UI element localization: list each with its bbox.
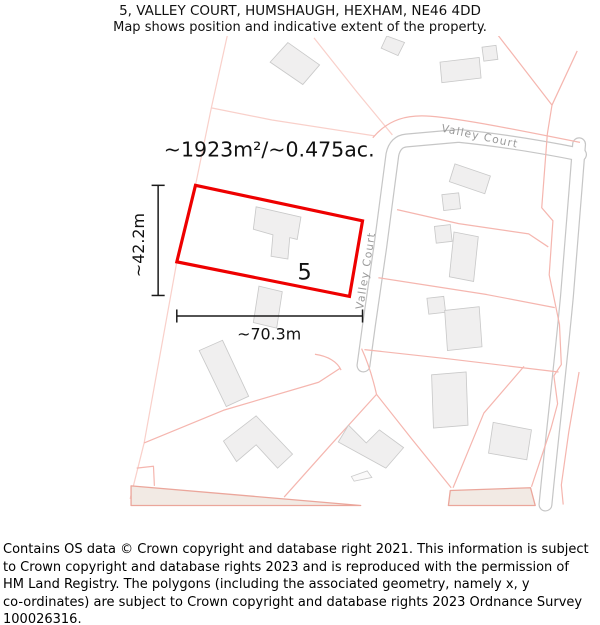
road-name-label-vertical: Valley Court (353, 230, 379, 311)
building-footprint (199, 340, 248, 406)
building-footprint (442, 193, 461, 211)
building-footprint (223, 416, 292, 468)
building-footprint (449, 232, 478, 281)
surface-areas (131, 471, 535, 506)
building-footprint (445, 307, 482, 351)
copyright-line: Contains OS data © Crown copyright and database right 2021. This information is subject (3, 542, 589, 557)
road-name-label-upper: Valley Court (440, 121, 520, 151)
property-boundary (177, 185, 363, 296)
building-footprint (270, 43, 319, 85)
building-footprint (432, 372, 468, 428)
plot-number-label: 5 (297, 259, 312, 286)
road-surface-area (448, 488, 535, 506)
building-footprint (253, 286, 282, 328)
copyright-line: 100026316. (3, 612, 82, 625)
building-footprint (449, 164, 490, 194)
parcel-line (378, 278, 554, 308)
area-label: ~1923m²/~0.475ac. (163, 137, 375, 162)
building-footprint (381, 36, 404, 56)
parcel-line (498, 36, 552, 134)
building-footprint-on-plot (253, 207, 301, 259)
building-footprint (427, 296, 446, 314)
road-surface-area (131, 486, 361, 506)
page-subtitle: Map shows position and indicative extent of the property. (113, 20, 487, 35)
parcel-line (315, 354, 341, 370)
map-canvas (0, 36, 600, 540)
map-fragment (351, 471, 372, 481)
building-footprint (338, 425, 403, 468)
parcel-line (211, 108, 374, 136)
map-header (0, 0, 600, 36)
parcel-line (314, 38, 392, 135)
building-footprint (482, 45, 498, 61)
copyright-line: co-ordinates) are subject to Crown copyright and database rights 2023 Ordnance Survey (3, 594, 583, 610)
copyright-line: to Crown copyright and database rights 2023 and is reproduced with the permission of (3, 559, 569, 575)
parcel-line (137, 466, 155, 486)
copyright-notice (0, 541, 600, 625)
building-footprint (434, 225, 452, 244)
parcel-line (364, 350, 558, 372)
height-dimension-label: ~42.2m (129, 213, 149, 278)
map-svg (0, 36, 600, 540)
parcel-line (552, 51, 577, 105)
width-dimension-label: ~70.3m (237, 324, 302, 344)
page-title: 5, VALLEY COURT, HUMSHAUGH, HEXHAM, NE46 4DD (119, 3, 481, 19)
copyright-line: HM Land Registry. The polygons (including the associated geometry, namely x, y (3, 577, 530, 593)
building-footprint (440, 57, 481, 82)
building-footprint (489, 422, 532, 459)
road-surface-right (545, 144, 579, 504)
height-dimension (129, 185, 165, 295)
